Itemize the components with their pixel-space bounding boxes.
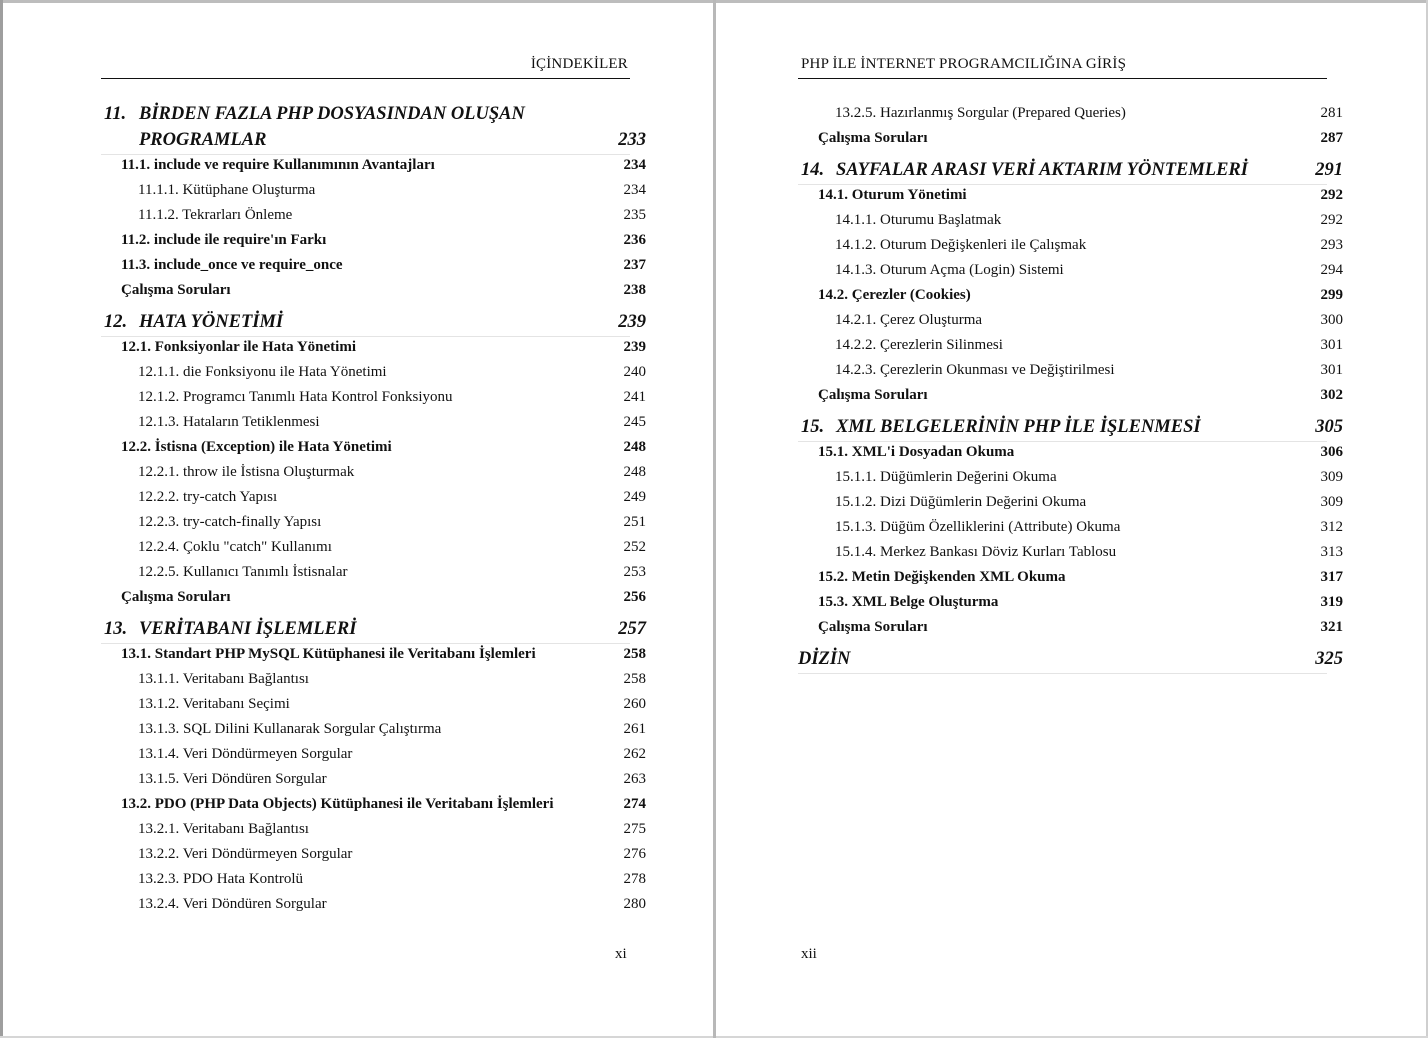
toc-subsection-entry[interactable]	[101, 692, 646, 717]
toc-subsection-entry[interactable]	[101, 817, 646, 842]
entry-page-number: 251	[623, 514, 646, 530]
toc-subsection-entry[interactable]	[798, 258, 1343, 283]
left-page	[0, 0, 713, 1038]
toc-section-entry[interactable]	[101, 335, 646, 360]
entry-page-number: 309	[1320, 494, 1343, 510]
entry-page-number: 234	[623, 182, 646, 198]
toc-subsection-entry[interactable]	[101, 535, 646, 560]
entry-page-number: 237	[623, 257, 646, 273]
entry-title: 12.1. Fonksiyonlar ile Hata Yönetimi	[121, 339, 357, 355]
chapter-number: 15.	[801, 417, 825, 437]
toc-section-entry[interactable]	[101, 792, 646, 817]
toc-subsection-entry[interactable]	[101, 360, 646, 385]
entry-page-number: 258	[623, 646, 646, 662]
table-of-contents	[101, 97, 646, 917]
entry-title: 14.2.1. Çerez Oluşturma	[835, 312, 983, 328]
entry-page-number: 293	[1320, 237, 1343, 253]
entry-title: 11.1.1. Kütüphane Oluşturma	[138, 182, 316, 198]
toc-subsection-entry[interactable]	[101, 717, 646, 742]
entry-title: 12.2.4. Çoklu "catch" Kullanımı	[138, 539, 332, 555]
toc-subsection-entry[interactable]	[101, 742, 646, 767]
toc-section-entry[interactable]	[101, 585, 646, 610]
entry-title: 12.2.2. try-catch Yapısı	[138, 489, 278, 505]
entry-page-number: 317	[1320, 569, 1343, 585]
entry-title: 13.2.1. Veritabanı Bağlantısı	[138, 821, 309, 837]
toc-section-entry[interactable]	[798, 126, 1343, 151]
entry-page-number: 253	[623, 564, 646, 580]
chapter-number: 13.	[104, 619, 128, 639]
entry-title: 14.1. Oturum Yönetimi	[818, 187, 967, 203]
entry-title: 12.2. İstisna (Exception) ile Hata Yönetimi	[121, 439, 392, 455]
toc-subsection-entry[interactable]	[798, 333, 1343, 358]
entry-title: 13.2.2. Veri Döndürmeyen Sorgular	[138, 846, 353, 862]
entry-page-number: 236	[623, 232, 646, 248]
table-of-contents	[798, 97, 1343, 672]
toc-subsection-entry[interactable]	[101, 460, 646, 485]
toc-section-entry[interactable]	[798, 440, 1343, 465]
entry-page-number: 275	[623, 821, 646, 837]
toc-subsection-entry[interactable]	[101, 385, 646, 410]
entry-title: 12.1.2. Programcı Tanımlı Hata Kontrol Fonksiyonu	[138, 389, 453, 405]
toc-chapter-heading[interactable]	[101, 309, 646, 335]
entry-title: 15.1.3. Düğüm Özelliklerini (Attribute) Okuma	[835, 519, 1121, 535]
entry-title: 11.1. include ve require Kullanımının Avantajları	[121, 157, 435, 173]
toc-subsection-entry[interactable]	[798, 233, 1343, 258]
toc-chapter-heading[interactable]	[101, 101, 646, 127]
toc-subsection-entry[interactable]	[101, 203, 646, 228]
toc-chapter-heading[interactable]	[798, 414, 1343, 440]
chapter-number: 14.	[801, 160, 825, 180]
entry-title: 13.2. PDO (PHP Data Objects) Kütüphanesi ile Veritabanı İşlemleri	[121, 796, 554, 812]
chapter-page-number: 325	[1315, 649, 1343, 669]
entry-title: 13.1.4. Veri Döndürmeyen Sorgular	[138, 746, 353, 762]
toc-chapter-heading-continued[interactable]	[101, 127, 646, 153]
toc-chapter-heading[interactable]	[101, 616, 646, 642]
entry-title: 14.2. Çerezler (Cookies)	[818, 287, 971, 303]
entry-title: 13.1.2. Veritabanı Seçimi	[138, 696, 290, 712]
toc-section-entry[interactable]	[798, 590, 1343, 615]
entry-title: 12.1.1. die Fonksiyonu ile Hata Yönetimi	[138, 364, 387, 380]
chapter-title: HATA YÖNETİMİ	[139, 312, 284, 332]
chapter-number: 12.	[104, 312, 128, 332]
entry-page-number: 276	[623, 846, 646, 862]
entry-title: 13.2.4. Veri Döndüren Sorgular	[138, 896, 327, 912]
entry-title: 13.1.1. Veritabanı Bağlantısı	[138, 671, 309, 687]
header-rule	[798, 78, 1327, 79]
toc-subsection-entry[interactable]	[798, 101, 1343, 126]
chapter-title: XML BELGELERİNİN PHP İLE İŞLENMESİ	[836, 417, 1201, 437]
toc-section-entry[interactable]	[798, 183, 1343, 208]
entry-page-number: 249	[623, 489, 646, 505]
entry-title: Çalışma Soruları	[818, 130, 928, 146]
entry-page-number: 312	[1320, 519, 1343, 535]
page-number: xii	[801, 946, 817, 962]
entry-title: 14.1.1. Oturumu Başlatmak	[835, 212, 1002, 228]
entry-page-number: 256	[623, 589, 646, 605]
toc-subsection-entry[interactable]	[798, 308, 1343, 333]
page-number: xi	[615, 946, 627, 962]
toc-section-entry[interactable]	[101, 642, 646, 667]
entry-page-number: 309	[1320, 469, 1343, 485]
entry-page-number: 299	[1320, 287, 1343, 303]
entry-title: 13.2.5. Hazırlanmış Sorgular (Prepared Queries)	[835, 105, 1126, 121]
entry-title: 14.1.2. Oturum Değişkenleri ile Çalışmak	[835, 237, 1087, 253]
entry-page-number: 292	[1320, 187, 1343, 203]
toc-subsection-entry[interactable]	[798, 515, 1343, 540]
entry-page-number: 300	[1320, 312, 1343, 328]
entry-title: 11.1.2. Tekrarları Önleme	[138, 207, 293, 223]
entry-title: 12.1.3. Hataların Tetiklenmesi	[138, 414, 320, 430]
entry-page-number: 294	[1320, 262, 1343, 278]
chapter-page-number: 305	[1315, 417, 1343, 437]
toc-chapter-heading[interactable]	[798, 646, 1343, 672]
toc-subsection-entry[interactable]	[101, 510, 646, 535]
entry-page-number: 274	[623, 796, 646, 812]
toc-section-entry[interactable]	[101, 435, 646, 460]
toc-section-entry[interactable]	[798, 565, 1343, 590]
entry-title: 13.1.5. Veri Döndüren Sorgular	[138, 771, 327, 787]
entry-title: 11.2. include ile require'ın Farkı	[121, 232, 327, 248]
entry-page-number: 258	[623, 671, 646, 687]
chapter-title-line2: PROGRAMLAR	[139, 130, 267, 150]
toc-section-entry[interactable]	[101, 228, 646, 253]
entry-title: 15.1. XML'i Dosyadan Okuma	[818, 444, 1015, 460]
toc-subsection-entry[interactable]	[101, 892, 646, 917]
toc-subsection-entry[interactable]	[101, 560, 646, 585]
toc-subsection-entry[interactable]	[101, 867, 646, 892]
entry-title: 13.2.3. PDO Hata Kontrolü	[138, 871, 303, 887]
entry-title: 15.1.4. Merkez Bankası Döviz Kurları Tablosu	[835, 544, 1117, 560]
entry-page-number: 260	[623, 696, 646, 712]
entry-page-number: 262	[623, 746, 646, 762]
entry-page-number: 241	[623, 389, 646, 405]
entry-title: 15.2. Metin Değişkenden XML Okuma	[818, 569, 1066, 585]
entry-title: 15.1.1. Düğümlerin Değerini Okuma	[835, 469, 1057, 485]
entry-page-number: 240	[623, 364, 646, 380]
entry-title: 14.1.3. Oturum Açma (Login) Sistemi	[835, 262, 1064, 278]
entry-title: 12.2.1. throw ile İstisna Oluşturmak	[138, 464, 355, 480]
right-page	[716, 0, 1426, 1038]
toc-subsection-entry[interactable]	[798, 465, 1343, 490]
entry-page-number: 321	[1320, 619, 1343, 635]
entry-page-number: 287	[1320, 130, 1343, 146]
entry-title: Çalışma Soruları	[121, 589, 231, 605]
entry-title: 14.2.3. Çerezlerin Okunması ve Değiştirilmesi	[835, 362, 1115, 378]
entry-page-number: 263	[623, 771, 646, 787]
chapter-page-number: 233	[618, 130, 646, 150]
entry-page-number: 280	[623, 896, 646, 912]
entry-page-number: 278	[623, 871, 646, 887]
entry-title: 11.3. include_once ve require_once	[121, 257, 343, 273]
running-head: PHP İLE İNTERNET PROGRAMCILIĞINA GİRİŞ	[801, 56, 1127, 72]
chapter-title: BİRDEN FAZLA PHP DOSYASINDAN OLUŞAN	[139, 104, 525, 124]
entry-page-number: 234	[623, 157, 646, 173]
chapter-page-number: 257	[618, 619, 646, 639]
chapter-title: SAYFALAR ARASI VERİ AKTARIM YÖNTEMLERİ	[836, 160, 1248, 180]
entry-page-number: 252	[623, 539, 646, 555]
entry-page-number: 281	[1320, 105, 1343, 121]
chapter-title: VERİTABANI İŞLEMLERİ	[139, 619, 357, 639]
running-head: İÇİNDEKİLER	[530, 56, 628, 72]
entry-title: 15.3. XML Belge Oluşturma	[818, 594, 999, 610]
entry-title: Çalışma Soruları	[121, 282, 231, 298]
chapter-page-number: 291	[1315, 160, 1343, 180]
chapter-number: 11.	[104, 104, 127, 124]
toc-subsection-entry[interactable]	[798, 358, 1343, 383]
entry-page-number: 292	[1320, 212, 1343, 228]
entry-page-number: 302	[1320, 387, 1343, 403]
header-rule	[101, 78, 630, 79]
entry-title: 12.2.5. Kullanıcı Tanımlı İstisnalar	[138, 564, 348, 580]
entry-page-number: 248	[623, 464, 646, 480]
toc-section-entry[interactable]	[101, 253, 646, 278]
toc-section-entry[interactable]	[101, 278, 646, 303]
entry-page-number: 313	[1320, 544, 1343, 560]
entry-page-number: 245	[623, 414, 646, 430]
entry-title: 12.2.3. try-catch-finally Yapısı	[138, 514, 322, 530]
entry-title: Çalışma Soruları	[818, 619, 928, 635]
entry-page-number: 261	[623, 721, 646, 737]
entry-page-number: 235	[623, 207, 646, 223]
chapter-page-number: 239	[618, 312, 646, 332]
toc-chapter-heading[interactable]	[798, 157, 1343, 183]
entry-page-number: 238	[623, 282, 646, 298]
entry-page-number: 239	[623, 339, 646, 355]
entry-title: Çalışma Soruları	[818, 387, 928, 403]
entry-page-number: 306	[1320, 444, 1343, 460]
toc-subsection-entry[interactable]	[101, 485, 646, 510]
entry-page-number: 301	[1320, 362, 1343, 378]
entry-page-number: 319	[1320, 594, 1343, 610]
toc-subsection-entry[interactable]	[101, 767, 646, 792]
entry-page-number: 248	[623, 439, 646, 455]
toc-subsection-entry[interactable]	[798, 208, 1343, 233]
toc-section-entry[interactable]	[798, 283, 1343, 308]
entry-title: 14.2.2. Çerezlerin Silinmesi	[835, 337, 1003, 353]
toc-subsection-entry[interactable]	[798, 490, 1343, 515]
entry-page-number: 301	[1320, 337, 1343, 353]
toc-subsection-entry[interactable]	[798, 540, 1343, 565]
toc-section-entry[interactable]	[101, 153, 646, 178]
chapter-title: DİZİN	[798, 649, 851, 669]
toc-subsection-entry[interactable]	[101, 178, 646, 203]
entry-title: 15.1.2. Dizi Düğümlerin Değerini Okuma	[835, 494, 1087, 510]
entry-title: 13.1. Standart PHP MySQL Kütüphanesi ile Veritabanı İşlemleri	[121, 646, 536, 662]
entry-title: 13.1.3. SQL Dilini Kullanarak Sorgular Çalıştırma	[138, 721, 442, 737]
toc-subsection-entry[interactable]	[101, 842, 646, 867]
toc-subsection-entry[interactable]	[101, 410, 646, 435]
toc-subsection-entry[interactable]	[101, 667, 646, 692]
toc-section-entry[interactable]	[798, 615, 1343, 640]
toc-section-entry[interactable]	[798, 383, 1343, 408]
